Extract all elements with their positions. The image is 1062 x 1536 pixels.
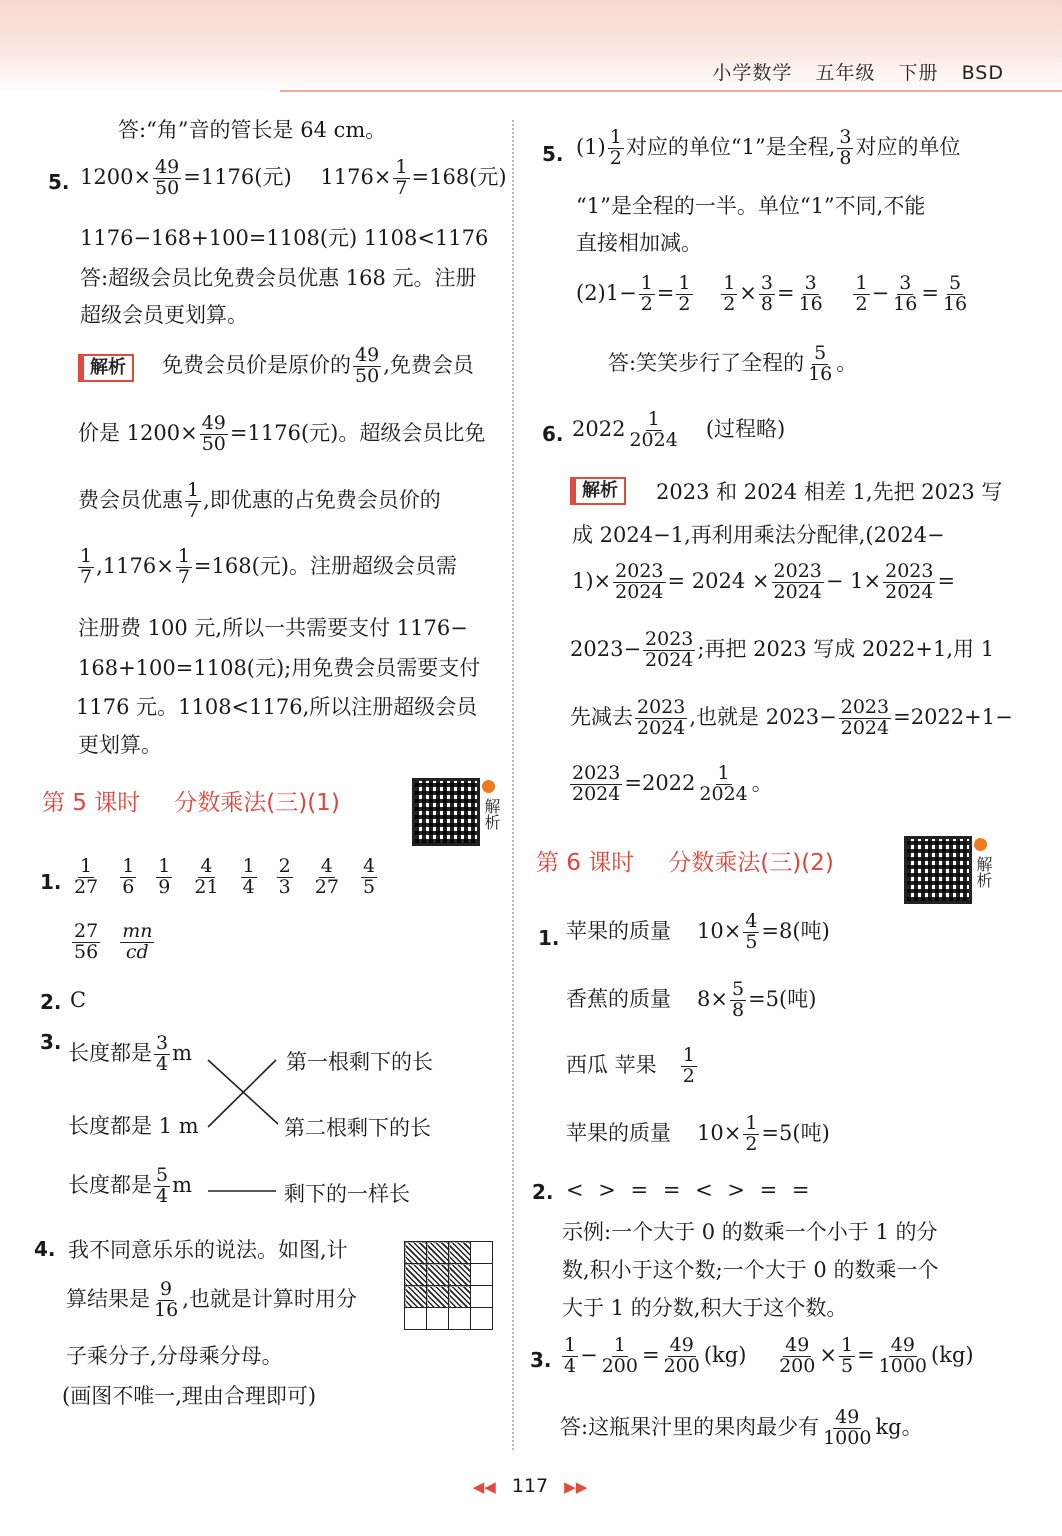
lesson-heading: 第 5 课时 分数乘法(三)(1) — [42, 790, 340, 816]
answer-text: 算结果是 $\frac{9}{16}$ ,也就是计算时用分 — [66, 1278, 357, 1321]
question-number: 2. — [532, 1180, 554, 1204]
question-number: 1. — [40, 870, 62, 894]
page-footer — [430, 1475, 630, 1497]
analysis-text: 免费会员价是原价的 $\frac{49}{50}$ ,免费会员 — [162, 344, 474, 387]
analysis-tag: 解析 — [570, 477, 626, 505]
answer-row: 苹果的质量 10× $\frac{4}{5}$ =8(吨) — [566, 910, 830, 953]
question-number: 4. — [34, 1237, 56, 1261]
analysis-text: 2023 和 2024 相差 1,先把 2023 写 — [656, 480, 1003, 504]
match-left-3: 长度都是 $\frac{5}{4}$ m — [68, 1164, 193, 1207]
example-text: 大于 1 的分数,积大于这个数。 — [562, 1296, 848, 1320]
analysis-text: 先减去 $\frac{2023}{2024}$ ,也就是 2023− $\frac{2023}{2024}$ =2022+1− — [570, 696, 1013, 739]
analysis-text: 1)× $\frac{2023}{2024}$ = 2024 × $\frac{2023}{2024}$ − 1× $\frac{2023}{2024}$ = — [572, 560, 956, 603]
question-number: 3. — [40, 1030, 62, 1054]
analysis-text: $\frac{1}{7}$ ,1176× $\frac{1}{7}$ =168(元)。注册超级会员需 — [80, 545, 457, 588]
fraction-answer: $\frac{4}{27}$ — [314, 855, 339, 898]
analysis-text: 价是 1200× $\frac{49}{50}$ =1176(元)。超级会员比免 — [78, 412, 486, 455]
subject-label: 小学数学 — [712, 62, 793, 84]
match-right-2: 第二根剩下的长 — [284, 1116, 431, 1140]
equation: $\frac{1}{4}$ − $\frac{1}{200}$ = $\frac{49}{200}$ (kg) $\frac{49}{200}$ × $\frac{1}{5}$ = $\frac{49}{1000}$ (kg) — [564, 1334, 974, 1377]
answer-text: 2022 $\frac{1}{2024}$ (过程略) — [572, 408, 786, 451]
answer-text: 子乘分子,分母乘分母。 — [66, 1344, 283, 1368]
question-number: 6. — [542, 422, 564, 446]
question-number: 1. — [538, 926, 560, 950]
analysis-text: 168+100=1108(元);用免费会员需要支付 — [78, 656, 481, 680]
answer-text: 我不同意乐乐的说法。如图,计 — [68, 1238, 348, 1262]
next-page-icon[interactable]: ▶▶ — [564, 1478, 588, 1496]
answer-text: “1”是全程的一半。单位“1”不同,不能 — [576, 194, 926, 218]
answer-text: (1) $\frac{1}{2}$ 对应的单位“1”是全程, $\frac{3}{8}$ 对应的单位 — [576, 126, 961, 169]
match-right-3: 剩下的一样长 — [284, 1182, 410, 1206]
previous-page-icon[interactable]: ◀◀ — [472, 1478, 496, 1496]
question-number: 3. — [530, 1348, 552, 1372]
answer-line: 答:笑笑步行了全程的 $\frac{5}{16}$ 。 — [608, 342, 858, 385]
equation: 1176−168+100=1108(元) 1108<1176 — [80, 226, 489, 250]
analysis-text: 2023− $\frac{2023}{2024}$ ;再把 2023 写成 2022+1,用 1 — [570, 628, 995, 671]
qr-label: 解析 — [974, 856, 993, 888]
match-left-2: 长度都是 1 m — [68, 1114, 199, 1138]
play-icon — [974, 838, 987, 851]
fraction-answer: $\frac{1}{4}$ — [242, 855, 255, 898]
answer-note: (画图不唯一,理由合理即可) — [62, 1384, 317, 1408]
answer-line: 答:超级会员比免费会员优惠 168 元。注册 — [80, 266, 477, 290]
lesson-heading: 第 6 课时 分数乘法(三)(2) — [536, 850, 834, 876]
edition-label: BSD — [961, 62, 1004, 84]
fraction-answer: $\frac{1}{27}$ — [74, 855, 99, 898]
match-right-1: 第一根剩下的长 — [286, 1050, 433, 1074]
answer-line: 答:“角”音的管长是 64 cm。 — [118, 118, 387, 142]
analysis-tag: 解析 — [78, 354, 134, 382]
fraction-answer: $\frac{1}{6}$ — [122, 855, 135, 898]
analysis-text: 更划算。 — [78, 733, 162, 757]
analysis-text: 费会员优惠 $\frac{1}{7}$ ,即优惠的占免费会员价的 — [78, 479, 441, 522]
example-text: 示例:一个大于 0 的数乘一个小于 1 的分 — [562, 1220, 938, 1244]
grade-label: 五年级 — [815, 62, 876, 84]
comparison-symbols: < > = = < > = = — [566, 1178, 810, 1202]
page-number: 117 — [511, 1475, 549, 1497]
match-left-1: 长度都是 $\frac{3}{4}$ m — [68, 1032, 193, 1075]
analysis-text: 成 2024−1,再利用乘法分配律,(2024− — [572, 523, 945, 547]
answer-row: 西瓜 苹果 $\frac{1}{2}$ — [566, 1044, 695, 1087]
fraction-answer: $\frac{2}{3}$ — [278, 855, 291, 898]
fraction-grid-diagram — [404, 1241, 493, 1330]
fraction-answer: $\frac{4}{5}$ — [362, 855, 376, 898]
qr-label: 解析 — [482, 798, 501, 830]
answer-text: 直接相加减。 — [576, 231, 702, 255]
fraction-answer: $\frac{mn}{cd}$ — [122, 920, 153, 963]
example-text: 数,积小于这个数;一个大于 0 的数乘一个 — [562, 1258, 939, 1282]
analysis-text: $\frac{2023}{2024}$ =2022 $\frac{1}{2024}$ 。 — [572, 762, 773, 805]
volume-label: 下册 — [898, 62, 939, 84]
question-number: 5. — [48, 170, 70, 194]
analysis-text: 注册费 100 元,所以一共需要支付 1176− — [78, 616, 468, 640]
fraction-answer: $\frac{4}{21}$ — [194, 855, 219, 898]
equation: (2)1− $\frac{1}{2}$ = $\frac{1}{2}$ $\frac{1}{2}$ × $\frac{3}{8}$ = $\frac{3}{16}$ $\frac{1}{2}$ − $\frac{3}{16}$ = $\frac{5}{16}$ — [576, 272, 968, 315]
answer-line: 超级会员更划算。 — [80, 303, 248, 327]
question-number: 2. — [40, 990, 62, 1014]
fraction-answer: $\frac{27}{56}$ — [74, 920, 99, 963]
answer-row: 苹果的质量 10× $\frac{1}{2}$ =5(吨) — [566, 1112, 830, 1155]
answer-row: 香蕉的质量 8× $\frac{5}{8}$ =5(吨) — [566, 978, 817, 1021]
qr-code[interactable] — [904, 836, 972, 904]
question-number: 5. — [542, 142, 564, 166]
analysis-text: 1176 元。1108<1176,所以注册超级会员 — [76, 695, 478, 719]
answer-line: 答:这瓶果汁里的果肉最少有 $\frac{49}{1000}$ kg。 — [560, 1406, 923, 1449]
equation: 1200× $\frac{49}{50}$ =1176(元) 1176× $\frac{1}{7}$ =168(元) — [80, 156, 507, 199]
fraction-answer: $\frac{1}{9}$ — [158, 855, 171, 898]
choice-answer: C — [70, 988, 87, 1012]
